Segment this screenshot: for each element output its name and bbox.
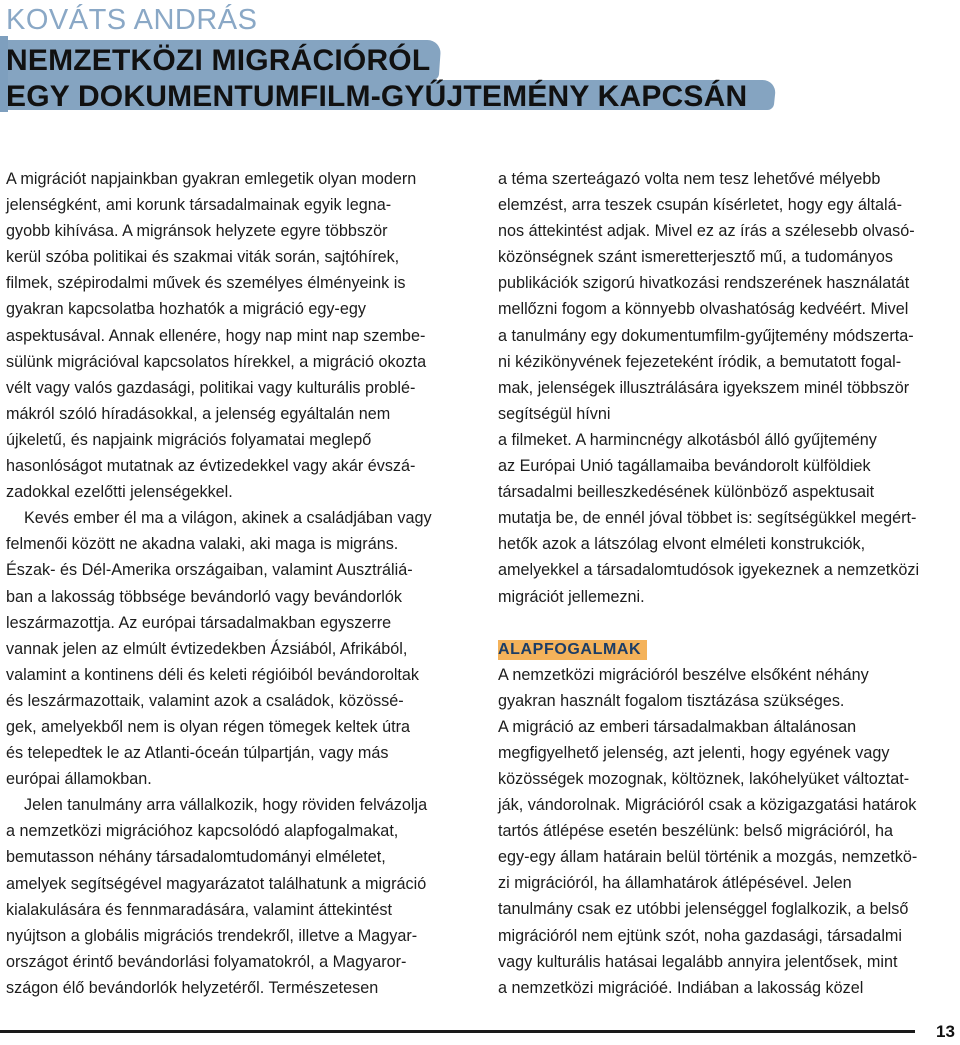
text-line: Jelen tanulmány arra vállalkozik, hogy röviden felvázolja [24, 796, 428, 815]
text-line: Észak- és Dél-Amerika országaiban, valamint Ausztráliá- [6, 561, 413, 580]
text-line: társadalmi beilleszkedésének különböző aspektusait [498, 483, 875, 502]
text-line: mákról szóló híradásokkal, a jelenség egyáltalán nem [6, 404, 391, 423]
text-line: elemzést, arra teszek csupán kísérletet, hogy egy általá- [498, 196, 902, 215]
text-line: gek, amelyekből nem is olyan régen tömegek keltek útra [6, 717, 410, 736]
text-line: a nemzetközi migrációé. Indiában a lakosság közel [498, 978, 864, 997]
text-line: megfigyelhető jelenség, azt jelenti, hogy egyének vagy [498, 743, 890, 762]
text-line: filmek, szépirodalmi művek és személyes élményeink is [6, 274, 406, 293]
text-line: leszármazottja. Az európai társadalmakban egyszerre [6, 613, 392, 632]
author-name: KOVÁTS ANDRÁS [6, 4, 258, 36]
section-heading: ALAPFOGALMAK [498, 640, 647, 660]
text-line: az Európai Unió tagállamaiba bevándorolt külföldiek [498, 457, 871, 476]
left-text-column [6, 166, 466, 1001]
text-line: felmenői között ne akadna valaki, aki maga is migráns. [6, 535, 399, 554]
text-line: vannak jelen az elmúlt évtizedekben Ázsiából, Afrikából, [6, 639, 408, 658]
text-line: A nemzetközi migrációról beszélve elsőként néhány [498, 665, 869, 684]
text-line: szágon élő bevándorlók helyzetéről. Természetesen [6, 978, 379, 997]
text-line: migrációt jellemezni. [498, 587, 645, 606]
text-line: nos áttekintést adjak. Mivel ez az írás a szélesebb olvasó- [498, 222, 915, 241]
text-line: kerül szóba politikai és szakmai viták során, sajtóhírek, [6, 248, 400, 267]
text-line: közösségek mozognak, költöznek, lakóhelyüket változtat- [498, 769, 910, 788]
text-line: kialakulására és fennmaradására, valamint áttekintést [6, 900, 393, 919]
text-line: a tanulmány egy dokumentumfilm-gyűjtemény módszerta- [498, 326, 914, 345]
text-line: valamint a kontinens déli és keleti régióiból bevándoroltak [6, 665, 420, 684]
text-line: jelenségként, ami korunk társadalmainak egyik legna- [6, 196, 392, 215]
text-line: A migrációt napjainkban gyakran emlegetik olyan modern [6, 170, 417, 188]
text-line: amelyekkel a társadalomtudósok igyekeznek a nemzetközi [498, 561, 920, 580]
text-line: hetők azok a látszólag elvont elméleti konstrukciók, [498, 535, 866, 554]
text-line: közönségnek szánt ismeretterjesztő mű, a tudományos [498, 248, 893, 267]
text-line: nyújtson a globális migrációs trendekről, illetve a Magyar- [6, 926, 418, 945]
text-line: egy-egy állam határain belül történik a mozgás, nemzetkö- [498, 848, 918, 867]
text-line: migrációról nem ejtünk szót, noha gazdasági, társadalmi [498, 926, 902, 945]
text-line: zadokkal ezelőtti jelenségekkel. [6, 483, 233, 502]
section-heading-wrap [498, 636, 958, 658]
text-line: gyakran használt fogalom tisztázása szükséges. [498, 691, 845, 710]
text-line: gyobb kihívása. A migránsok helyzete egyre többször [6, 222, 388, 241]
text-line: ják, vándorolnak. Migrációról csak a közigazgatási határok [498, 796, 917, 815]
text-line: a nemzetközi migrációhoz kapcsolódó alapfogalmakat, [6, 822, 399, 841]
text-line: a téma szerteágazó volta nem tesz lehetővé mélyebb [498, 170, 881, 188]
article-header [0, 0, 960, 130]
text-line: és telepedtek le az Atlanti-óceán túlpartján, vagy más [6, 744, 389, 763]
text-line: európai államokban. [6, 770, 152, 789]
text-line: zi migrációról, ha államhatárok átlépésével. Jelen [498, 874, 852, 893]
text-line: vagy kulturális hatásai legalább annyira jelentősek, mint [498, 952, 898, 971]
right-column-section-body [498, 662, 958, 1001]
text-line: országot érintő bevándorlási folyamatokról, a Magyaror- [6, 952, 407, 971]
text-line: gyakran kapcsolatba hozhatók a migráció egy-egy [6, 300, 366, 319]
text-line: vélt vagy valós gazdasági, politikai vagy kulturális problé- [6, 378, 416, 397]
text-line: publikációk szigorú hivatkozási rendszerének használatát [498, 274, 910, 293]
text-line: tartós átlépése esetén beszélünk: belső migrációról, ha [498, 822, 894, 841]
right-column-intro [498, 166, 958, 610]
page-number: 13 [936, 1022, 955, 1041]
article-title-line-2: EGY DOKUMENTUMFILM-GYŰJTEMÉNY KAPCSÁN [6, 80, 748, 113]
article-title-line-1: NEMZETKÖZI MIGRÁCIÓRÓL [6, 44, 431, 77]
text-line: újkeletű, és napjaink migrációs folyamatai meglepő [6, 430, 372, 449]
footer-rule [0, 1030, 915, 1033]
text-line: tanulmány csak ez utóbbi jelenséggel foglalkozik, a belső [498, 900, 909, 919]
text-line: aspektusával. Annak ellenére, hogy nap mint nap szembe- [6, 326, 426, 345]
text-line: segítségül hívni [498, 404, 611, 423]
text-line: hasonlóságot mutatnak az évtizedekkel vagy akár évszá- [6, 457, 416, 476]
text-line: és leszármazottaik, valamint azok a családok, közössé- [6, 691, 404, 710]
text-line: bemutasson néhány társadalomtudományi elméletet, [6, 848, 386, 867]
text-line: A migráció az emberi társadalmakban általánosan [498, 717, 857, 736]
text-line: ban a lakosság többsége bevándorló vagy bevándorlók [6, 587, 402, 606]
text-line: mutatja be, de ennél jóval többet is: segítségükkel megért- [498, 509, 917, 528]
text-line: amelyek segítségével magyarázatot találhatunk a migráció [6, 874, 427, 893]
text-line: sülünk migrációval kapcsolatos hírekkel, a migráció okozta [6, 352, 427, 371]
text-line: ni kézikönyvének fejezeteként íródik, a bemutatott fogal- [498, 352, 902, 371]
text-line: Kevés ember él ma a világon, akinek a családjában vagy [24, 509, 432, 528]
text-line: mak, jelenségek illusztrálására igyekszem minél többször [498, 378, 910, 397]
text-line: a filmeket. A harmincnégy alkotásból álló gyűjtemény [498, 430, 877, 449]
right-text-column [498, 166, 958, 1001]
text-line: mellőzni fogom a könnyebb olvashatóság kedvéért. Mivel [498, 300, 909, 319]
